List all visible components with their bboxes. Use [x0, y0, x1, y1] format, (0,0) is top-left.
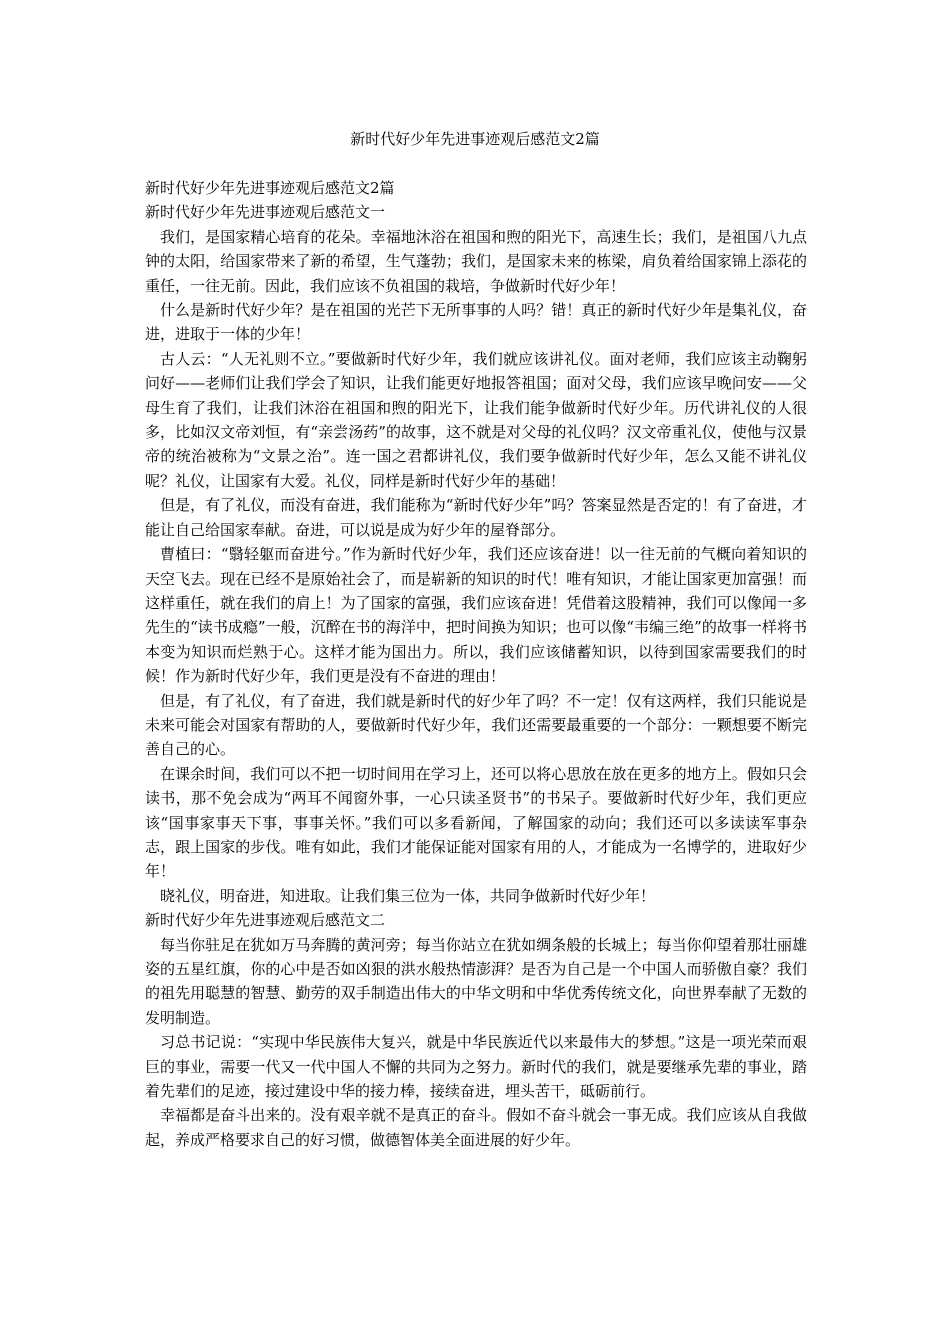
document-body [145, 176, 807, 1152]
document-subtitle: 新时代好少年先进事迹观后感范文2篇 [145, 179, 395, 197]
section-one-paragraph: 但是，有了礼仪，有了奋进，我们就是新时代的好少年了吗？不一定！仅有这两样，我们只能说是未来可能会对国家有帮助的人，要做新时代好少年，我们还需要最重要的一个部分：一颗想要不断完善自己的心。 [145, 691, 807, 759]
section-one-heading: 新时代好少年先进事迹观后感范文一 [145, 203, 386, 222]
section-two-paragraph: 幸福都是奋斗出来的。没有艰辛就不是真正的奋斗。假如不奋斗就会一事无成。我们应该从自我做起，养成严格要求自己的好习惯，做德智体美全面进展的好少年。 [145, 1106, 807, 1149]
document-title: 新时代好少年先进事迹观后感范文2篇 [350, 130, 600, 148]
section-two-heading: 新时代好少年先进事迹观后感范文二 [145, 911, 386, 930]
section-one-paragraph: 什么是新时代好少年？是在祖国的光芒下无所事事的人吗？错！真正的新时代好少年是集礼仪，奋进，进取于一体的少年！ [145, 301, 807, 344]
section-one-paragraph: 在课余时间，我们可以不把一切时间用在学习上，还可以将心思放在放在更多的地方上。假如只会读书，那不免会成为“两耳不闻窗外事，一心只读圣贤书”的书呆子。要做新时代好少年，我们更应该“国事家事天下事，事事关怀。”我们可以多看新闻，了解国家的动向；我们还可以多读读军事杂志，跟上国家的步伐。唯有如此，我们才能保证能对国家有用的人，才能成为一名博学的，进取好少年！ [145, 764, 807, 881]
section-two-paragraph: 习总书记说：“实现中华民族伟大复兴，就是中华民族近代以来最伟大的梦想。”这是一项光荣而艰巨的事业，需要一代又一代中国人不懈的共同为之努力。新时代的我们，就是要继承先辈的事业，踏着先辈们的足迹，接过建设中华的接力棒，接续奋进，埋头苦干，砥砺前行。 [145, 1033, 807, 1101]
section-one-paragraph: 但是，有了礼仪，而没有奋进，我们能称为“新时代好少年”吗？答案显然是否定的！有了奋进，才能让自己给国家奉献。奋进，可以说是成为好少年的屋脊部分。 [145, 496, 807, 539]
section-one-paragraph: 我们，是国家精心培育的花朵。幸福地沐浴在祖国和煦的阳光下，高速生长；我们，是祖国八九点钟的太阳，给国家带来了新的希望，生气蓬勃；我们，是国家未来的栋梁，肩负着给国家锦上添花的重任，一往无前。因此，我们应该不负祖国的栽培，争做新时代好少年！ [145, 227, 807, 295]
section-one-paragraph: 曹植曰：“翳轻躯而奋进兮。”作为新时代好少年，我们还应该奋进！以一往无前的气概向着知识的天空飞去。现在已经不是原始社会了，而是崭新的知识的时代！唯有知识，才能让国家更加富强！而这样重任，就在我们的肩上！为了国家的富强，我们应该奋进！凭借着这股精神，我们可以像闻一多先生的“读书成瘾”一般，沉醉在书的海洋中，把时间换为知识；也可以像“韦编三绝”的故事一样将书本变为知识而烂熟于心。这样才能为国出力。所以，我们应该储蓄知识，以待到国家需要我们的时候！作为新时代好少年，我们更是没有不奋进的理由！ [145, 545, 807, 686]
section-one-paragraph: 古人云：“人无礼则不立。”要做新时代好少年，我们就应该讲礼仪。面对老师，我们应该主动鞠躬问好——老师们让我们学会了知识，让我们能更好地报答祖国；面对父母，我们应该早晚问安——父母生育了我们，让我们沐浴在祖国和煦的阳光下，让我们能争做新时代好少年。历代讲礼仪的人很多，比如汉文帝刘恒，有“亲尝汤药”的故事，这不就是对父母的礼仪吗？汉文帝重礼仪，使他与汉景帝的统治被称为“文景之治”。连一国之君都讲礼仪，我们要争做新时代好少年，怎么又能不讲礼仪呢？礼仪，让国家有大爱。礼仪，同样是新时代好少年的基础！ [145, 349, 807, 490]
section-two-paragraph: 每当你驻足在犹如万马奔腾的黄河旁；每当你站立在犹如绸条般的长城上；每当你仰望着那壮丽雄姿的五星红旗，你的心中是否如凶狠的洪水般热情澎湃？是否为自己是一个中国人而骄傲自豪？我们的祖先用聪慧的智慧、勤劳的双手制造出伟大的中华文明和中华优秀传统文化，向世界奉献了无数的发明制造。 [145, 935, 807, 1027]
section-one-paragraph: 晓礼仪，明奋进，知进取。让我们集三位为一体，共同争做新时代好少年！ [160, 886, 656, 905]
